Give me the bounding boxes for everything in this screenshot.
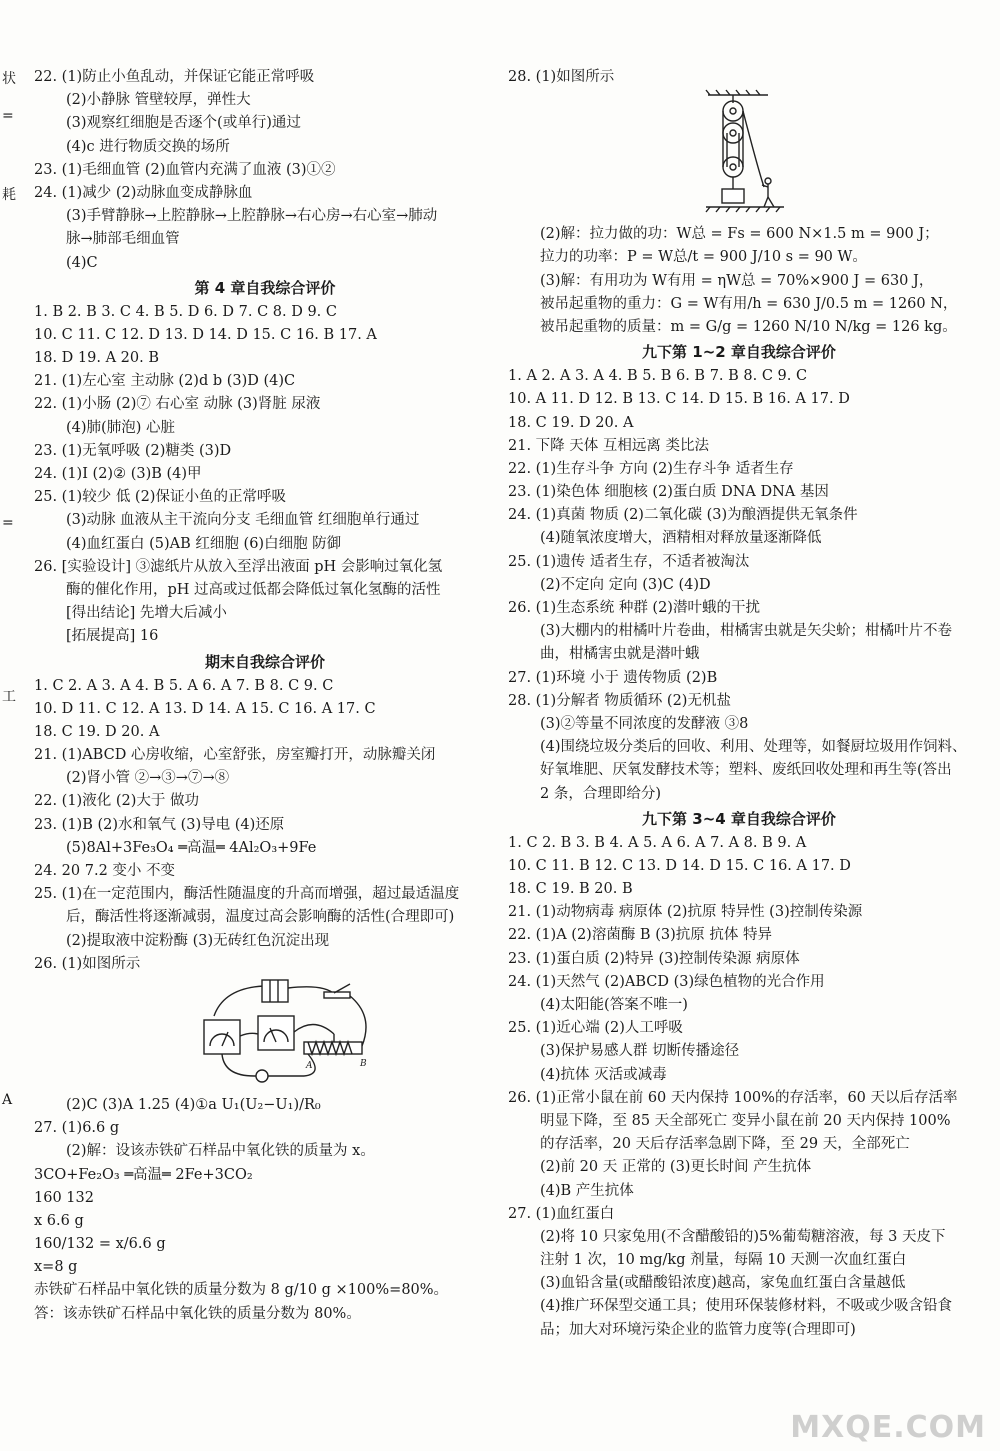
answer-line: 18. D 19. A 20. B	[34, 350, 159, 367]
answer-line: 1. B 2. B 3. C 4. B 5. D 6. D 7. C 8. D 9. C	[34, 303, 337, 320]
answer-line: (4)c 进行物质交换的场所	[66, 138, 230, 155]
answer-line: (2)解：拉力做的功：W总 = Fs = 600 N×1.5 m = 900 J；	[540, 226, 939, 243]
answer-line: 24. (1)天然气 (2)ABCD (3)绿色植物的光合作用	[508, 973, 825, 990]
answer-line: 18. C 19. D 20. A	[34, 723, 160, 740]
answer-line: 160 132	[34, 1189, 94, 1206]
answer-line: (5)8Al+3Fe₃O₄ ═高温═ 4Al₂O₃+9Fe	[66, 839, 317, 856]
answer-line: 被吊起重物的质量：m = G/g = 1260 N/10 N/kg = 126 kg。	[540, 318, 957, 335]
answer-line: 1. C 2. B 3. B 4. A 5. A 6. A 7. A 8. B 9. A	[508, 834, 807, 851]
answer-line: 酶的催化作用，pH 过高或过低都会降低过氧化氢酶的活性	[66, 581, 441, 598]
answer-line: (2)解：设该赤铁矿石样品中氧化铁的质量为 x。	[66, 1143, 375, 1160]
answer-line: (4)随氧浓度增大，酒精相对释放量逐渐降低	[540, 530, 822, 547]
answer-line: 10. C 11. B 12. C 13. D 14. D 15. C 16. A 17. D	[508, 857, 851, 874]
answer-line: 答：该赤铁矿石样品中氧化铁的质量分数为 80%。	[34, 1305, 361, 1322]
answer-line: 22. (1)生存斗争 方向 (2)生存斗争 适者生存	[508, 460, 794, 477]
answer-line: (3)解：有用功为 W有用 = ηW总 = 70%×900 J = 630 J，	[540, 272, 934, 289]
answer-line: 10. C 11. C 12. D 13. D 14. D 15. C 16. B 17. A	[34, 326, 377, 343]
answer-line: (2)将 10 只家兔用(不含醋酸铅的)5%葡萄糖溶液，每 3 天皮下	[540, 1228, 946, 1245]
answer-line: 24. (1)真菌 物质 (2)二氧化碳 (3)为酿酒提供无氧条件	[508, 507, 858, 524]
margin-char: 状	[2, 71, 16, 87]
answer-line: x=8 g	[34, 1259, 78, 1276]
answer-line: 23. (1)蛋白质 (2)特异 (3)控制传染源 病原体	[508, 950, 800, 967]
circuit-figure	[34, 976, 496, 1094]
answer-line: 后，酶活性将逐渐减弱，温度过高会影响酶的活性(合理即可)	[66, 909, 455, 926]
answer-line: (3)手臂静脉→上腔静脉→上腔静脉→右心房→右心室→肺动	[66, 208, 438, 225]
answer-line: 1. C 2. A 3. A 4. B 5. A 6. A 7. B 8. C 9. C	[34, 677, 334, 694]
answer-line: (3)②等量不同浓度的发酵液 ③8	[540, 715, 749, 732]
answer-line: 27. (1)环境 小于 遗传物质 (2)B	[508, 669, 718, 686]
section-heading: 九下第 3~4 章自我综合评价	[642, 809, 836, 828]
svg-text:A: A	[306, 1060, 313, 1071]
section-heading: 九下第 1~2 章自我综合评价	[642, 343, 836, 362]
margin-char: =	[2, 515, 14, 531]
margin-char: 耗	[2, 187, 16, 203]
answer-line: 曲，柑橘害虫就是潜叶蛾	[540, 646, 700, 663]
answer-line: 22. (1)防止小鱼乱动，并保证它能正常呼吸	[34, 69, 315, 85]
answer-line: 好氧堆肥、厌氧发酵技术等；塑料、废纸回收处理和再生等(答出	[540, 762, 952, 779]
svg-text:B: B	[360, 1058, 367, 1069]
answer-line: 27. (1)血红蛋白	[508, 1205, 615, 1222]
answer-line: (2)前 20 天 正常的 (3)更长时间 产生抗体	[540, 1159, 812, 1176]
answer-line: 160/132 = x/6.6 g	[34, 1236, 166, 1253]
answer-line: 27. (1)6.6 g	[34, 1120, 120, 1137]
answer-line: 22. (1)A (2)溶菌酶 B (3)抗原 抗体 特异	[508, 927, 772, 944]
answer-line: 24. (1)减少 (2)动脉血变成静脉血	[34, 184, 253, 201]
answer-line: (2)不定向 定向 (3)C (4)D	[540, 576, 711, 593]
answer-line: 24. (1)Ⅰ (2)② (3)B (4)甲	[34, 466, 202, 482]
answer-line: 23. (1)毛细血管 (2)血管内充满了血液 (3)①②	[34, 161, 336, 178]
margin-char: =	[2, 108, 14, 124]
pulley-figure	[508, 89, 970, 223]
answer-line: 赤铁矿石样品中氧化铁的质量分数为 8 g/10 g ×100%=80%。	[34, 1282, 449, 1299]
answer-line: 的存活率，20 天后存活率急剧下降，至 29 天，全部死亡	[540, 1136, 910, 1153]
answer-line: 22. (1)小肠 (2)⑦ 右心室 动脉 (3)肾脏 尿液	[34, 396, 321, 413]
margin-char: A	[2, 1092, 13, 1108]
answer-line: 2 条，合理即给分)	[540, 785, 661, 802]
answer-line: 23. (1)无氧呼吸 (2)糖类 (3)D	[34, 442, 232, 459]
watermark: MXQE.COM	[790, 1410, 986, 1445]
answer-line: 21. (1)左心室 主动脉 (2)d b (3)D (4)C	[34, 373, 296, 390]
answer-line: 被吊起重物的重力：G = W有用/h = 630 J/0.5 m = 1260 N，	[540, 295, 958, 312]
answer-line: 23. (1)染色体 细胞核 (2)蛋白质 DNA DNA 基因	[508, 484, 829, 501]
answer-line: 拉力的功率：P = W总/t = 900 J/10 s = 90 W。	[540, 249, 867, 266]
answer-line: 23. (1)B (2)水和氧气 (3)导电 (4)还原	[34, 816, 285, 833]
answer-line: 28. (1)如图所示	[508, 69, 615, 85]
answer-line: 18. C 19. B 20. B	[508, 881, 633, 898]
answer-line: 24. 20 7.2 变小 不变	[34, 863, 176, 879]
answer-line: 22. (1)液化 (2)大于 做功	[34, 793, 199, 810]
answer-line: 28. (1)分解者 物质循环 (2)无机盐	[508, 692, 731, 709]
answer-line: 21. (1)ABCD 心房收缩，心室舒张，房室瓣打开，动脉瓣关闭	[34, 747, 436, 764]
answer-line: 21. 下降 天体 互相远离 类比法	[508, 437, 709, 454]
answer-line: 26. (1)正常小鼠在前 60 天内保持 100%的存活率，60 天以后存活率	[508, 1089, 958, 1106]
answer-line: 18. C 19. D 20. A	[508, 414, 634, 431]
circuit-diagram	[184, 976, 384, 1086]
answer-line: 注射 1 次，10 mg/kg 剂量，每隔 10 天测一次血红蛋白	[540, 1252, 907, 1269]
pulley-diagram	[698, 89, 788, 219]
answer-line: 25. (1)较少 低 (2)保证小鱼的正常呼吸	[34, 489, 286, 506]
answer-line: 26. (1)如图所示	[34, 955, 141, 972]
answer-line: (3)血铅含量(或醋酸铅浓度)越高，家兔血红蛋白含量越低	[540, 1275, 906, 1292]
answer-line: (4)B 产生抗体	[540, 1182, 634, 1199]
right-column	[508, 66, 970, 1342]
answer-line: (3)观察红细胞是否逐个(或单行)通过	[66, 115, 301, 132]
answer-line: 1. A 2. A 3. A 4. B 5. B 6. B 7. B 8. C 9. C	[508, 368, 808, 385]
answer-line: (3)动脉 血液从主干流向分支 毛细血管 红细胞单行通过	[66, 512, 420, 529]
section-heading: 第 4 章自我综合评价	[194, 278, 336, 297]
answer-line: 26. (1)生态系统 种群 (2)潜叶蛾的干扰	[508, 600, 760, 616]
answer-line: [得出结论] 先增大后减小	[66, 605, 227, 622]
answer-line: (4)C	[66, 254, 98, 271]
answer-line: 25. (1)遗传 适者生存，不适者被淘汰	[508, 553, 750, 570]
section-heading: 期末自我综合评价	[204, 652, 325, 671]
answer-line: (4)血红蛋白 (5)AB 红细胞 (6)白细胞 防御	[66, 535, 342, 552]
answer-line: 21. (1)动物病毒 病原体 (2)抗原 特异性 (3)控制传染源	[508, 904, 863, 921]
answer-line: 25. (1)在一定范围内，酶活性随温度的升高而增强，超过最适温度	[34, 886, 460, 903]
answer-line: (4)太阳能(答案不唯一)	[540, 997, 688, 1013]
answer-line: x 6.6 g	[34, 1212, 84, 1229]
margin-char: 工	[2, 689, 16, 705]
answer-line: (2)小静脉 管壁较厚，弹性大	[66, 92, 251, 109]
answer-line: (4)围绕垃圾分类后的回收、利用、处理等，如餐厨垃圾用作饲料、	[540, 739, 967, 756]
answer-line: 25. (1)近心端 (2)人工呼吸	[508, 1020, 683, 1037]
answer-line: 脉→肺部毛细血管	[66, 231, 180, 248]
answer-line: 10. D 11. C 12. A 13. D 14. A 15. C 16. A 17. C	[34, 700, 376, 717]
answer-line: (4)肺(肺泡) 心脏	[66, 419, 175, 436]
answer-line: (2)提取液中淀粉酶 (3)无砖红色沉淀出现	[66, 932, 330, 949]
answer-line: (2)肾小管 ②→③→⑦→⑧	[66, 770, 230, 787]
answer-line: 10. A 11. D 12. B 13. C 14. D 15. B 16. A 17. D	[508, 391, 850, 408]
answer-line: (2)C (3)A 1.25 (4)①a U₁(U₂−U₁)/R₀	[66, 1096, 321, 1113]
answer-line: (3)大棚内的柑橘叶片卷曲，柑橘害虫就是矢尖蚧；柑橘叶片不卷	[540, 623, 953, 640]
answer-line: 明显下降，至 85 天全部死亡 变异小鼠在前 20 天内保持 100%	[540, 1112, 951, 1129]
answer-line: 26. [实验设计] ③滤纸片从放入至浮出液面 pH 会影响过氧化氢	[34, 558, 443, 575]
answer-line: (4)抗体 灭活或减毒	[540, 1066, 667, 1083]
left-column	[34, 66, 496, 1326]
answer-line: (3)保护易感人群 切断传播途径	[540, 1043, 740, 1060]
answer-line: (4)推广环保型交通工具；使用环保装修材料，不吸或少吸含铅食	[540, 1298, 953, 1315]
answer-line: [拓展提高] 16	[66, 628, 159, 645]
answer-line: 品；加大对环境污染企业的监管力度等(合理即可)	[540, 1321, 856, 1338]
answer-line: 3CO+Fe₂O₃ ═高温═ 2Fe+3CO₂	[34, 1166, 253, 1183]
